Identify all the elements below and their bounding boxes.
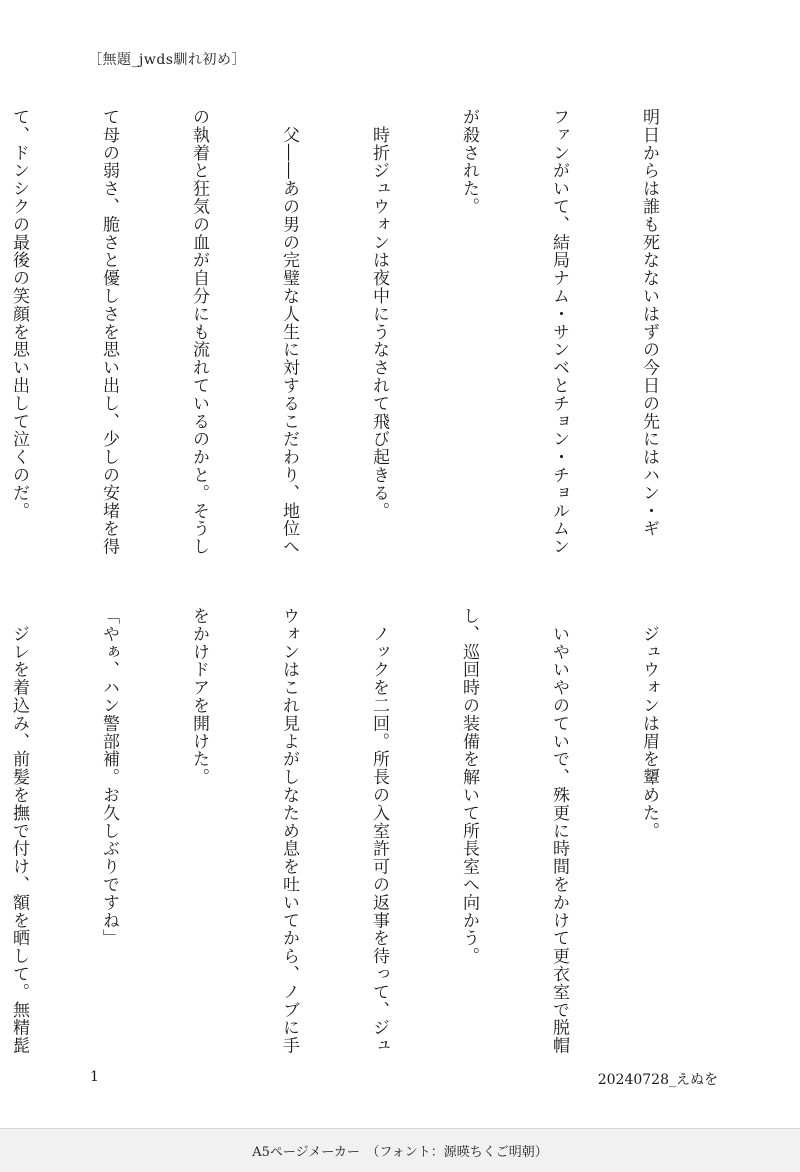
page-number: 1 bbox=[90, 1069, 99, 1085]
text-block-bottom bbox=[0, 607, 724, 1055]
footer-credit: A5ページメーカー （フォント：源暎ちくご明朝） bbox=[252, 1145, 548, 1160]
text-line: ノックを二回。所長の入室許可の返事を待って、ジュ bbox=[369, 607, 389, 1055]
text-line: が殺された。 bbox=[459, 108, 479, 216]
text-line: の執着と狂気の血が自分にも流れているのかと。そうし bbox=[189, 108, 209, 556]
text-line: 「やぁ、ハン警部補。お久しぶりですね」 bbox=[99, 607, 119, 948]
text-line: ジレを着込み、前髪を撫で付け、額を晒して。無精髭 bbox=[9, 607, 29, 1055]
text-block-top bbox=[0, 108, 724, 556]
text-line: ウォンはこれ見よがしなため息を吐いてから、ノブに手 bbox=[279, 607, 299, 1055]
text-line: いやいやのていで、殊更に時間をかけて更衣室で脱帽 bbox=[549, 607, 569, 1055]
text-line: 時折ジュウォンは夜中にうなされて飛び起きる。 bbox=[369, 108, 389, 520]
footer-bar bbox=[0, 1128, 800, 1172]
text-line: 父――あの男の完璧な人生に対するこだわり、地位へ bbox=[279, 108, 299, 556]
text-line: 明日からは誰も死なないはずの今日の先にはハン・ギ bbox=[639, 108, 659, 538]
text-line: ファンがいて、結局ナム・サンベとチョン・チョルムン bbox=[549, 108, 569, 556]
text-line: て母の弱さ、脆さと優しさを思い出し、少しの安堵を得 bbox=[99, 108, 119, 556]
text-line: て、ドンシクの最後の笑顔を思い出して泣くのだ。 bbox=[9, 108, 29, 520]
page-date-author: 20240728_えぬを bbox=[597, 1072, 718, 1088]
document-title: ［無題_jwds馴れ初め］ bbox=[88, 52, 246, 68]
text-line: をかけドアを開けた。 bbox=[189, 607, 209, 786]
text-line: し、巡回時の装備を解いて所長室へ向かう。 bbox=[459, 607, 479, 965]
text-line: ジュウォンは眉を顰めた。 bbox=[639, 607, 659, 840]
